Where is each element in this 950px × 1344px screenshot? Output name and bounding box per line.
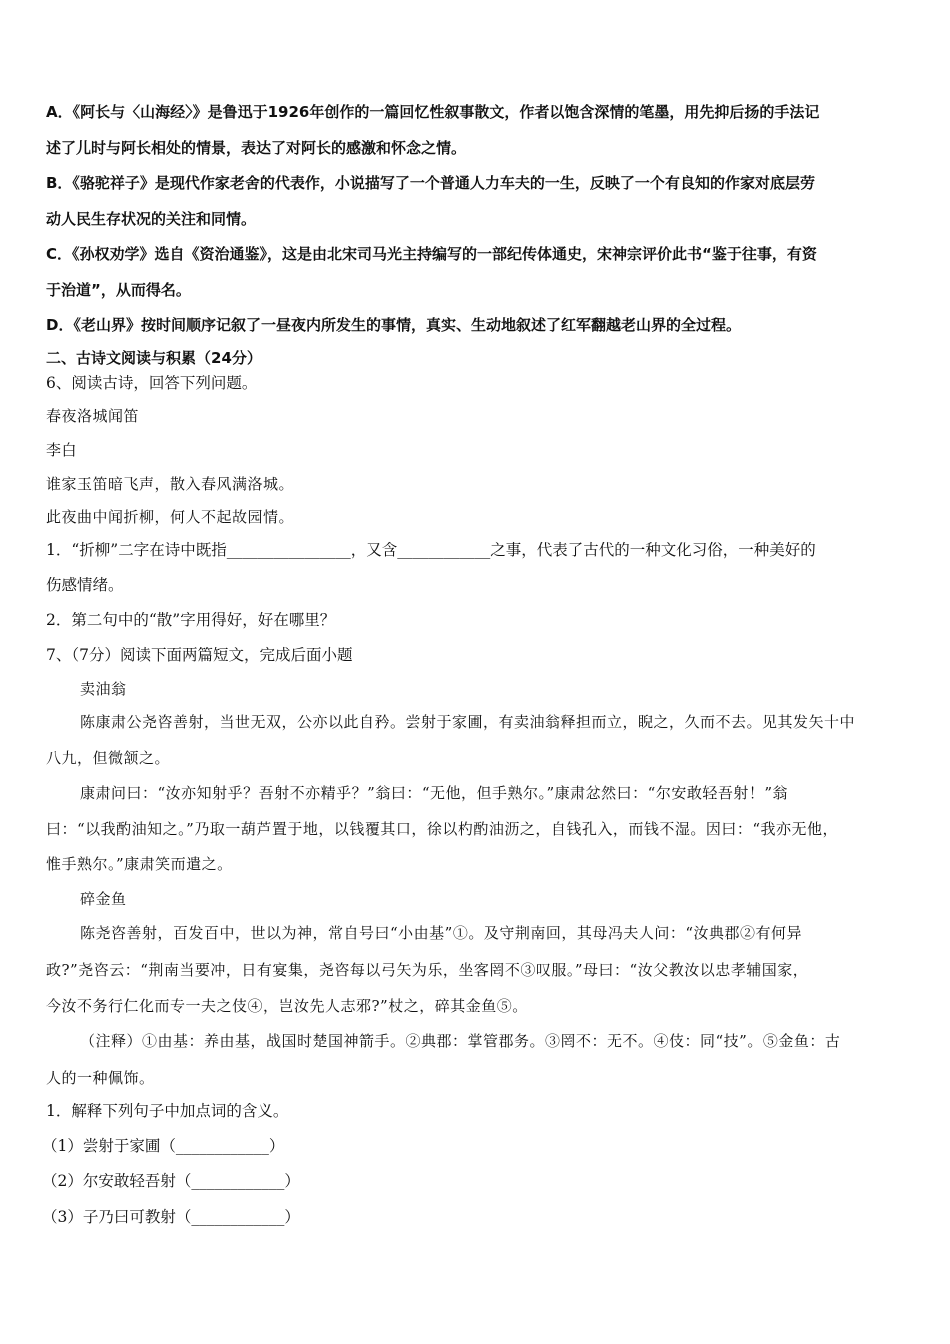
poem-line-2: 此夜曲中闻折柳，何人不起故园情。 bbox=[46, 508, 295, 526]
text-1-para-1-line-2: 八九，但微颔之。 bbox=[46, 749, 171, 767]
question-7-item-2: （2）尔安敢轻吾射（____________） bbox=[42, 1172, 300, 1190]
text-1-para-2-line-3: 惟手熟尔。”康肃笑而遣之。 bbox=[46, 855, 233, 873]
option-c-line-1: C．《孙权劝学》选自《资治通鉴》，这是由北宋司马光主持编写的一部纪传体通史，宋神宗评价此书“鉴于往事，有资 bbox=[46, 245, 817, 263]
text-1-para-2-line-2: 曰：“以我酌油知之。”乃取一葫芦置于地，以钱覆其口，徐以杓酌油沥之，自钱孔入，而钱不湿。因曰：“我亦无他， bbox=[46, 820, 839, 838]
question-7-item-1: （1）尝射于家圃（____________） bbox=[42, 1137, 285, 1155]
question-6-sub-1-line-2: 伤感情绪。 bbox=[46, 576, 124, 594]
question-7-sub-1: 1．解释下列句子中加点词的含义。 bbox=[46, 1102, 289, 1120]
question-7-item-3: （3）子乃曰可教射（____________） bbox=[42, 1208, 300, 1226]
option-a-line-1: A．《阿长与〈山海经〉》是鲁迅于1926年创作的一篇回忆性叙事散文，作者以饱含深情的笔墨，用先抑后扬的手法记 bbox=[46, 103, 820, 121]
question-6-sub-1-line-1: 1．“折柳”二字在诗中既指________________，又含____________之事，代表了古代的一种文化习俗，一种美好的 bbox=[46, 541, 816, 559]
poem-title: 春夜洛城闻笛 bbox=[46, 407, 140, 425]
text-2-para-1-line-1: 陈尧咨善射，百发百中，世以为神，常自号曰“小由基”①。及守荆南回，其母冯夫人问：“汝典郡②有何异 bbox=[80, 924, 803, 942]
option-b-line-1: B．《骆驼祥子》是现代作家老舍的代表作，小说描写了一个普通人力车夫的一生，反映了一个有良知的作家对底层劳 bbox=[46, 174, 815, 192]
notes-line-1: （注释）①由基：养由基，战国时楚国神箭手。②典郡：掌管郡务。③罔不：无不。④伎：同“技”。⑤金鱼：古 bbox=[80, 1032, 841, 1050]
text-2-title: 碎金鱼 bbox=[80, 890, 127, 908]
text-1-title: 卖油翁 bbox=[80, 680, 127, 698]
text-1-para-2-line-1: 康肃问曰：“汝亦知射乎？吾射不亦精乎？”翁曰：“无他，但手熟尔。”康肃忿然曰：“尔安敢轻吾射！”翁 bbox=[80, 784, 789, 802]
question-6-prompt: 6、阅读古诗，回答下列问题。 bbox=[46, 374, 258, 392]
option-c-line-2: 于治道”，从而得名。 bbox=[46, 281, 191, 299]
notes-line-2: 人的一种佩饰。 bbox=[46, 1069, 155, 1087]
text-2-para-1-line-2: 政?”尧咨云：“荆南当要冲，日有宴集，尧咨每以弓矢为乐，坐客罔不③叹服。”母曰：“汝父教汝以忠孝辅国家， bbox=[46, 961, 809, 979]
option-d-line-1: D．《老山界》按时间顺序记叙了一昼夜内所发生的事情，真实、生动地叙述了红军翻越老山界的全过程。 bbox=[46, 316, 741, 334]
question-6-sub-2: 2．第二句中的“散”字用得好，好在哪里？ bbox=[46, 611, 336, 629]
option-b-line-2: 动人民生存状况的关注和同情。 bbox=[46, 210, 257, 228]
question-7-prompt: 7、（7分）阅读下面两篇短文，完成后面小题 bbox=[46, 646, 353, 664]
poem-author: 李白 bbox=[46, 441, 78, 459]
poem-line-1: 谁家玉笛暗飞声，散入春风满洛城。 bbox=[46, 475, 295, 493]
text-2-para-1-line-3: 今汝不务行仁化而专一夫之伎④，岂汝先人志邪?”杖之，碎其金鱼⑤。 bbox=[46, 997, 528, 1015]
option-a-line-2: 述了儿时与阿长相处的情景，表达了对阿长的感激和怀念之情。 bbox=[46, 139, 467, 157]
section-heading: 二、古诗文阅读与积累（24分） bbox=[46, 349, 262, 367]
text-1-para-1-line-1: 陈康肃公尧咨善射，当世无双，公亦以此自矜。尝射于家圃，有卖油翁释担而立，睨之，久而不去。见其发矢十中 bbox=[80, 713, 856, 731]
